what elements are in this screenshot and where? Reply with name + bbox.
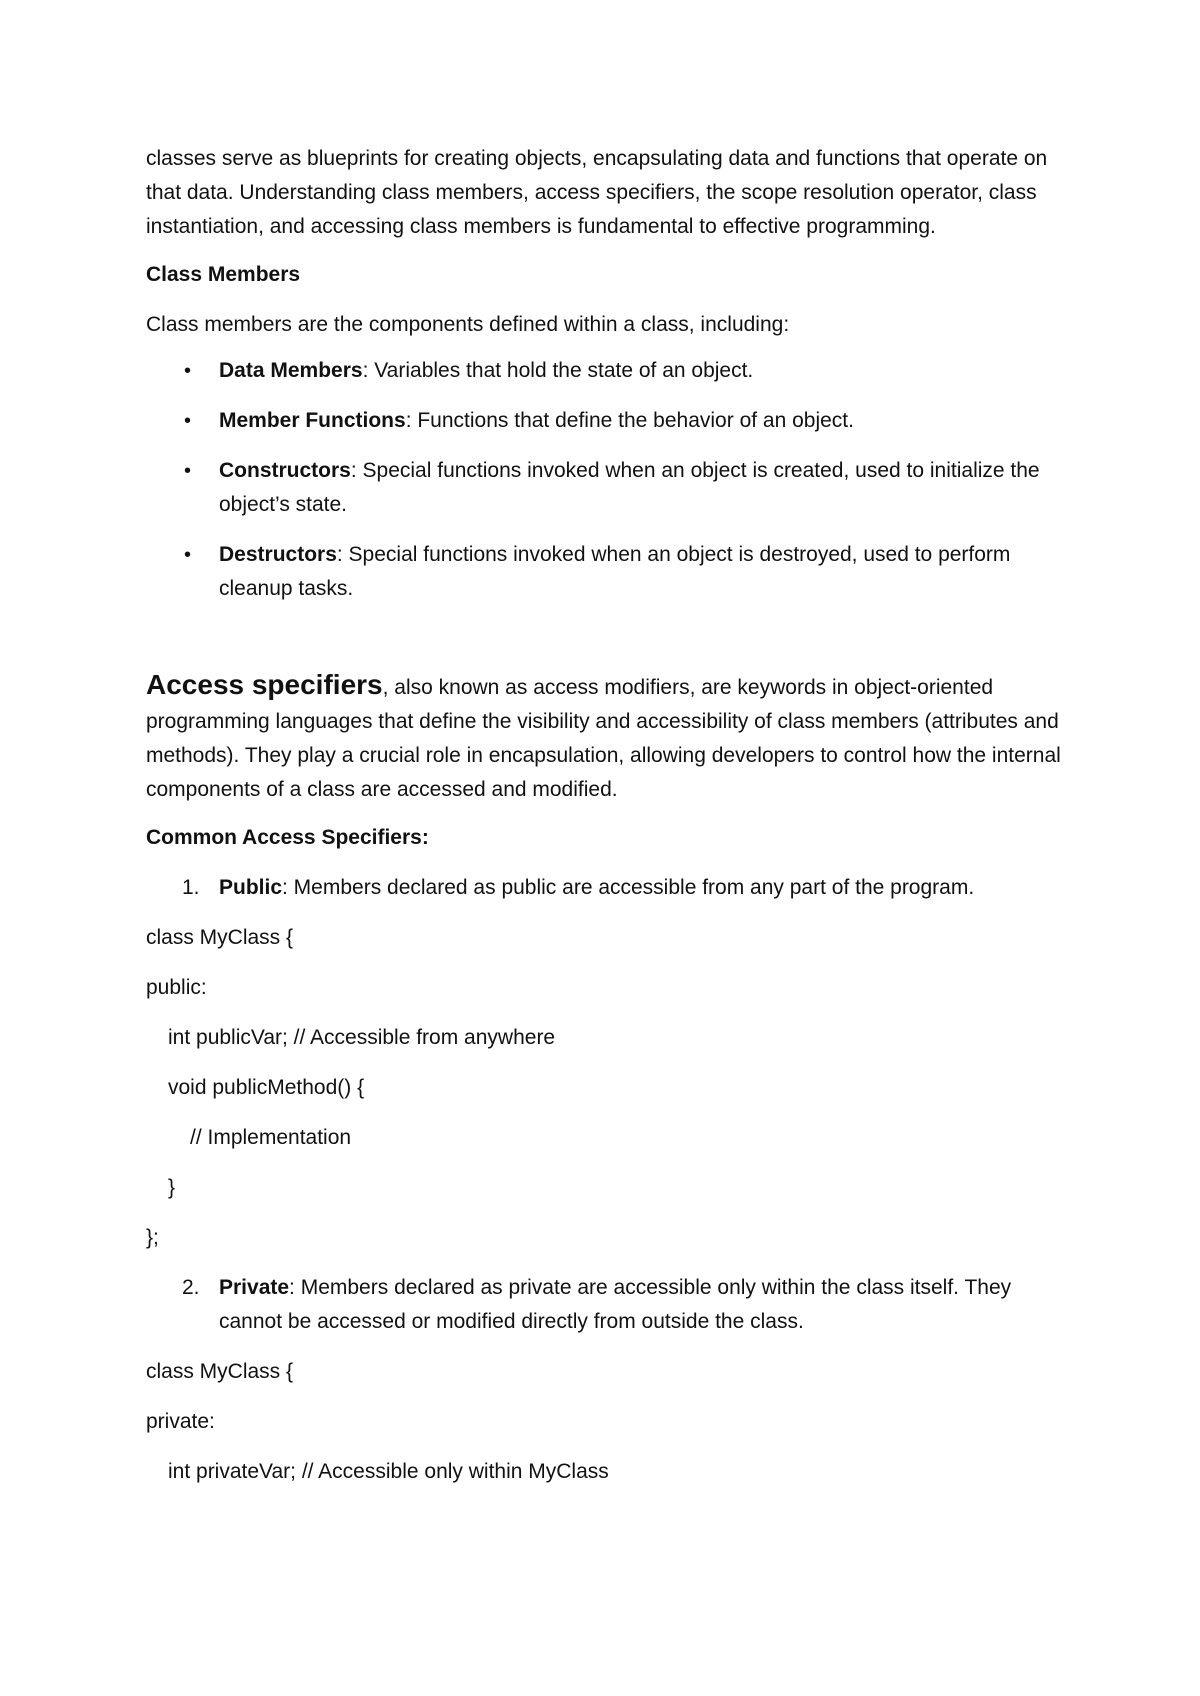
code-block-private (146, 1355, 1066, 1489)
list-item (146, 538, 1066, 606)
list-number: 1. (182, 876, 200, 899)
common-access-heading: Common Access Specifiers: (146, 826, 429, 849)
bullet-icon: • (184, 360, 192, 382)
list-item (146, 1271, 1066, 1339)
list-item-term: Data Members (219, 359, 363, 382)
code-line: public: (146, 976, 207, 999)
code-line: // Implementation (190, 1126, 352, 1149)
list-item-desc: : Variables that hold the state of an object. (362, 359, 754, 382)
list-item-desc: : Members declared as public are accessible from any part of the program. (282, 876, 975, 899)
class-members-list (146, 354, 1066, 606)
class-members-heading: Class Members (146, 263, 301, 286)
list-item-desc: : Special functions invoked when an object is created, used to initialize the object’s state. (219, 459, 1040, 516)
code-line: class MyClass { (146, 1360, 294, 1383)
bullet-icon: • (184, 410, 192, 432)
list-item-term: Member Functions (219, 409, 406, 432)
access-specifiers-text: , also known as access modifiers, are keywords in object-oriented programming languages that define the visibility and accessibility of class members (attributes and methods). They play a crucial role in encapsulation, allowing developers to control how the internal components of a class are accessed and modified. (146, 676, 1061, 801)
code-line: void publicMethod() { (168, 1076, 365, 1099)
code-line: int publicVar; // Accessible from anywhere (168, 1026, 556, 1049)
list-item-desc: : Special functions invoked when an object is destroyed, used to perform cleanup tasks. (219, 543, 1011, 600)
list-item-desc: : Members declared as private are accessible only within the class itself. They cannot be accessed or modified directly from outside the class. (219, 1276, 1012, 1333)
class-members-lead: Class members are the components defined within a class, including: (146, 313, 790, 336)
code-line: }; (146, 1226, 159, 1249)
list-item (146, 404, 1066, 438)
document-page (146, 142, 1066, 1505)
intro-paragraph: classes serve as blueprints for creating objects, encapsulating data and functions that operate on that data. Understanding class members, access specifiers, the scope resolution operator, class instantiation, and accessing class members is fundamental to effective programming. (146, 147, 1048, 238)
list-item (146, 454, 1066, 522)
code-line: int privateVar; // Accessible only within MyClass (168, 1460, 609, 1483)
list-item (146, 354, 1066, 388)
list-item-term: Public (219, 876, 283, 899)
code-block-public (146, 921, 1066, 1255)
bullet-icon: • (184, 460, 192, 482)
list-item (146, 871, 1066, 905)
access-list-private (146, 1271, 1066, 1339)
list-item-desc: : Functions that define the behavior of an object. (405, 409, 854, 432)
list-item-term: Destructors (219, 543, 337, 566)
access-specifiers-term: Access specifiers (146, 669, 383, 700)
bullet-icon: • (184, 544, 192, 566)
list-number: 2. (182, 1276, 200, 1299)
access-specifiers-paragraph (146, 668, 1066, 807)
list-item-term: Constructors (219, 459, 351, 482)
code-line: class MyClass { (146, 926, 294, 949)
section-spacer (146, 622, 1066, 668)
access-list-public (146, 871, 1066, 905)
list-item-term: Private (219, 1276, 290, 1299)
code-line: } (168, 1176, 176, 1199)
code-line: private: (146, 1410, 215, 1433)
